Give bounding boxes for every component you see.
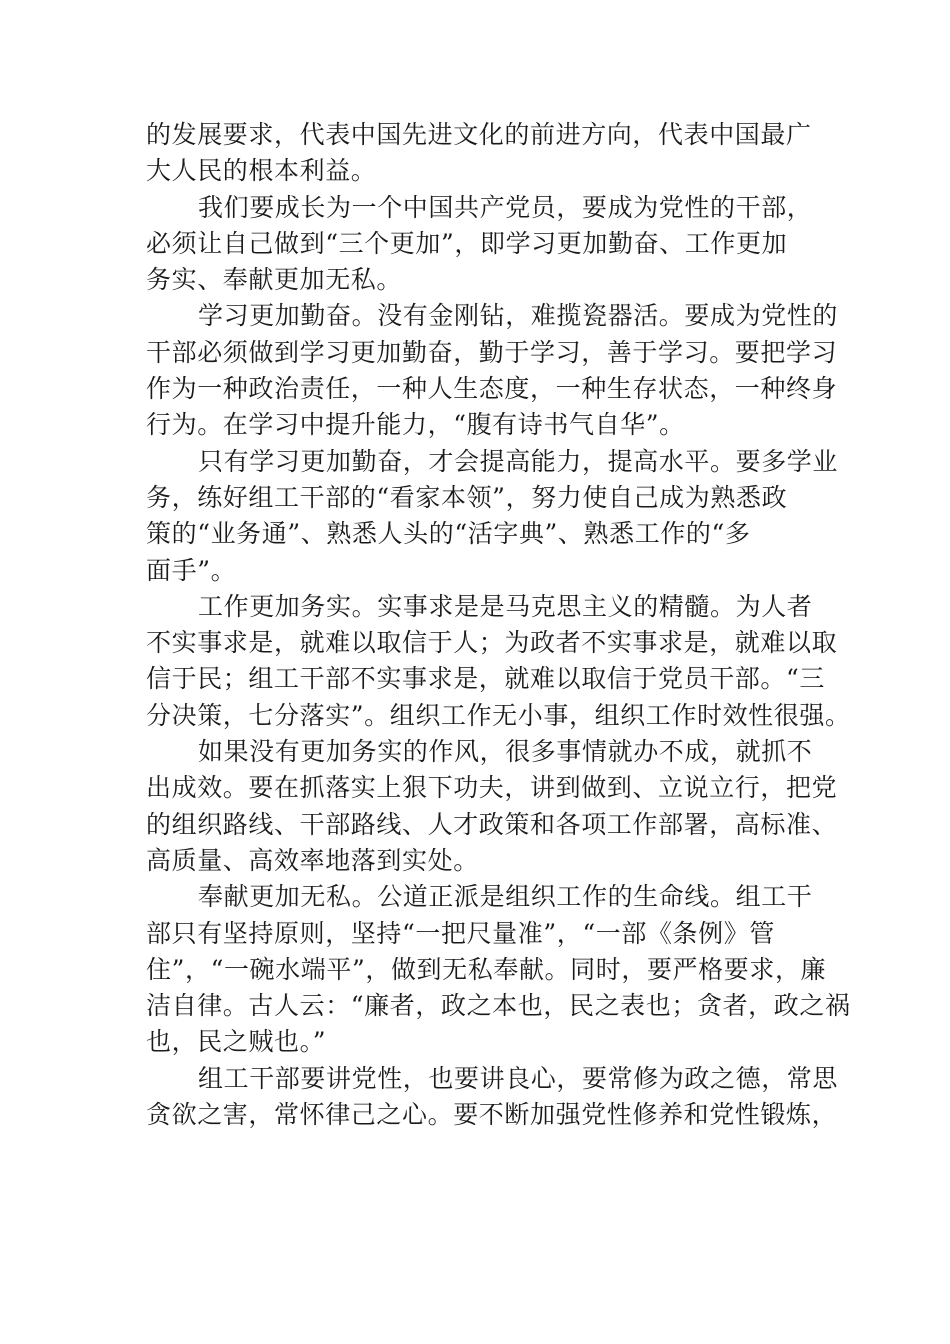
text-line: 也，民之贼也。” (146, 1027, 327, 1057)
text-line: 住”，“一碗水端平”，做到无私奉献。同时，要严格要求，廉 (146, 954, 827, 984)
paragraph-start-line: 奉献更加无私。公道正派是组织工作的生命线。组工干 (198, 882, 813, 912)
text-line: 必须让自己做到“三个更加”，即学习更加勤奋、工作更加 (146, 228, 788, 258)
document-body (146, 117, 851, 1133)
paragraph-start-line: 我们要成长为一个中国共产党员，要成为党性的干部， (198, 192, 813, 222)
paragraph-start-line: 只有学习更加勤奋，才会提高能力，提高水平。要多学业 (198, 446, 839, 476)
paragraph-start-line: 工作更加务实。实事求是是马克思主义的精髓。为人者 (198, 591, 813, 621)
paragraph-start-line: 如果没有更加务实的作风，很多事情就办不成，就抓不 (198, 737, 813, 767)
paragraph-start-line: 学习更加勤奋。没有金刚钻，难揽瓷器活。要成为党性的 (198, 301, 839, 331)
text-line: 分决策，七分落实”。组织工作无小事，组织工作时效性很强。 (146, 700, 851, 730)
text-line: 务实、奉献更加无私。 (146, 265, 403, 295)
text-line: 出成效。要在抓落实上狠下功夫，讲到做到、立说立行，把党 (146, 773, 838, 803)
text-line: 务，练好组工干部的“看家本领”，努力使自己成为熟悉政 (146, 482, 788, 512)
text-line: 贪欲之害，常怀律己之心。要不断加强党性修养和党性锻炼， (146, 1100, 838, 1130)
text-line: 的组织路线、干部路线、人才政策和各项工作部署，高标准、 (146, 809, 838, 839)
text-line: 洁自律。古人云：“廉者，政之本也，民之表也；贪者，政之祸 (146, 991, 851, 1021)
text-line: 大人民的根本利益。 (146, 156, 377, 186)
text-line: 面手”。 (146, 555, 237, 585)
text-line: 作为一种政治责任，一种人生态度，一种生存状态，一种终身 (146, 374, 838, 404)
text-line: 干部必须做到学习更加勤奋，勤于学习，善于学习。要把学习 (146, 337, 838, 367)
text-line: 高质量、高效率地落到实处。 (146, 845, 479, 875)
paragraph-start-line: 组工干部要讲党性，也要讲良心，要常修为政之德，常思 (198, 1063, 839, 1093)
text-line: 行为。在学习中提升能力，“腹有诗书气自华”。 (146, 410, 685, 440)
text-line: 信于民；组工干部不实事求是，就难以取信于党员干部。“三 (146, 664, 825, 694)
text-line: 部只有坚持原则，坚持“一把尺量准”，“一部《条例》管 (146, 918, 775, 948)
text-line: 不实事求是，就难以取信于人；为政者不实事求是，就难以取 (146, 628, 838, 658)
text-line: 的发展要求，代表中国先进文化的前进方向，代表中国最广 (146, 120, 812, 149)
text-line: 策的“业务通”、熟悉人头的“活字典”、熟悉工作的“多 (146, 519, 751, 549)
